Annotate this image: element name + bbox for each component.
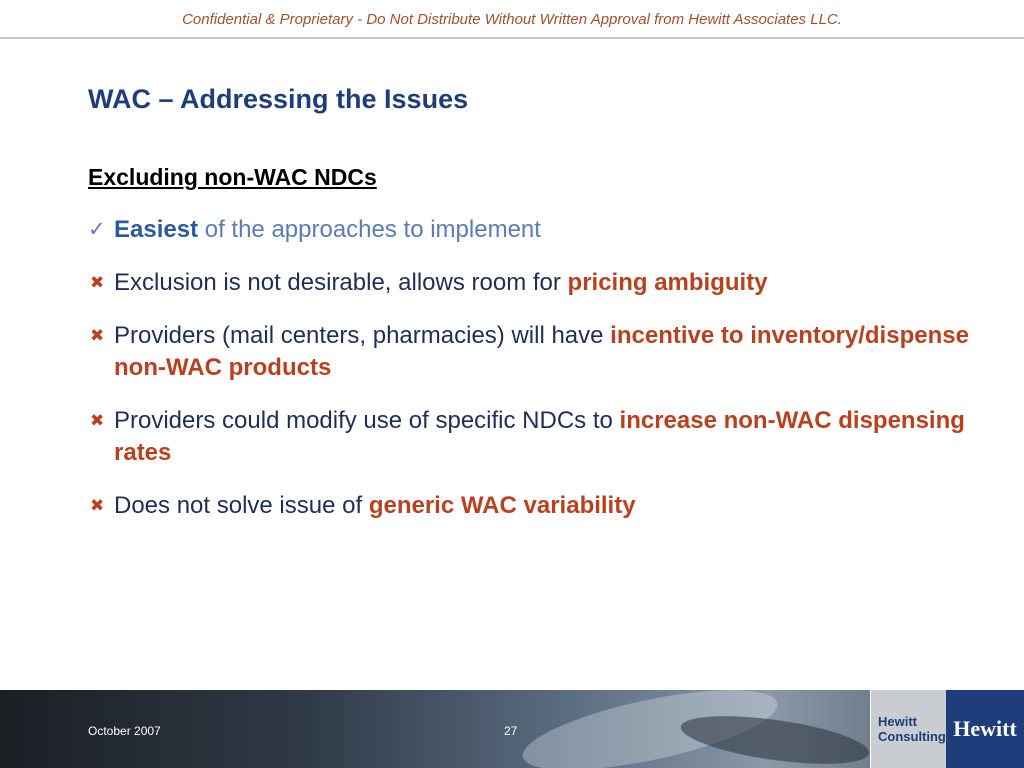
footer-date: October 2007: [88, 724, 161, 738]
bullet-item: [88, 320, 988, 384]
bullet-emphasis: pricing ambiguity: [567, 269, 768, 296]
bullet-list: [88, 214, 988, 543]
bullet-text: Providers (mail centers, pharmacies) will have: [114, 322, 611, 349]
hewitt-logo: [870, 690, 1024, 768]
cross-icon: ✖: [90, 273, 105, 292]
checkmark-icon: ✓: [88, 218, 106, 241]
bullet-emphasis: Easiest: [114, 216, 199, 243]
bullet-item: [88, 267, 988, 299]
hewitt-wordmark-logo: Hewitt: [946, 690, 1024, 768]
confidential-notice: Confidential & Proprietary - Do Not Distribute Without Written Approval from Hewitt Associates LLC.: [182, 11, 842, 28]
bullet-emphasis: increase non-WAC dispensing rates: [114, 407, 965, 466]
header-divider: [0, 37, 1024, 39]
logo-text-line1: Hewitt: [878, 714, 917, 729]
footer-decoration: [678, 707, 872, 768]
bullet-item: [88, 490, 988, 522]
bullet-text: Does not solve issue of: [114, 492, 369, 519]
cross-icon: ✖: [90, 496, 105, 515]
bullet-item: [88, 214, 988, 246]
slide-title: WAC – Addressing the Issues: [88, 84, 469, 114]
bullet-text: of the approaches to implement: [198, 216, 541, 243]
cross-icon: ✖: [90, 326, 105, 345]
bullet-text: Exclusion is not desirable, allows room for: [114, 269, 568, 296]
bullet-emphasis: incentive to inventory/dispense non-WAC products: [114, 322, 969, 381]
bullet-emphasis: generic WAC variability: [368, 492, 636, 519]
cross-icon: ✖: [90, 411, 105, 430]
hewitt-consulting-logo: [870, 690, 946, 768]
slide-subtitle: Excluding non-WAC NDCs: [88, 164, 377, 190]
bullet-text: Providers could modify use of specific NDCs to: [114, 407, 620, 434]
bullet-item: [88, 405, 988, 469]
logo-text-line2: Consulting: [878, 729, 946, 744]
page-number: 27: [504, 724, 518, 738]
